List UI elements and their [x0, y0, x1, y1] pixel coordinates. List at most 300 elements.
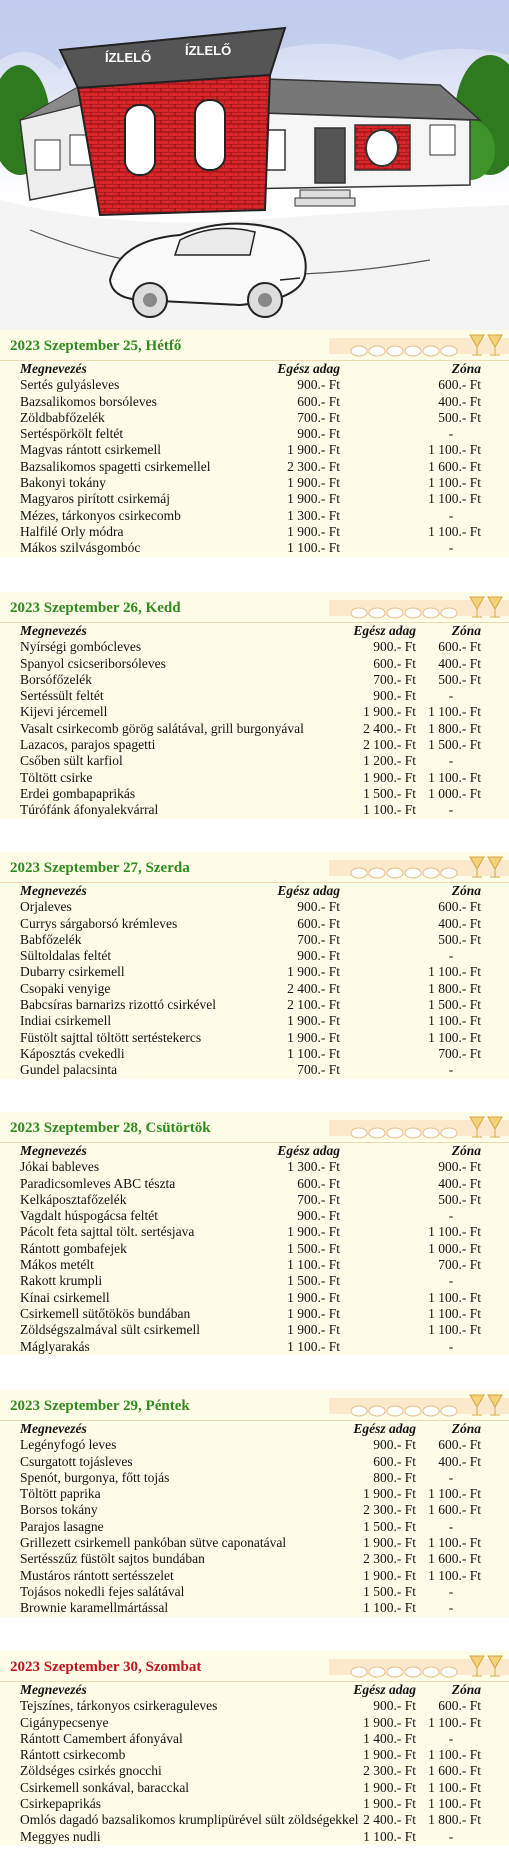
dish-name: Grillezett csirkemell pankóban sütve caponatával — [20, 1535, 287, 1551]
menu-item-row — [0, 491, 509, 507]
zone-price: - — [448, 540, 454, 556]
zone-price: 400.- Ft — [438, 655, 481, 671]
full-portion-price: 800.- Ft — [373, 1469, 416, 1485]
zone-price: 1 600.- Ft — [428, 1502, 481, 1518]
zone-price: 1 100.- Ft — [428, 1305, 481, 1321]
menu-item-row — [0, 656, 509, 672]
day-section — [0, 1390, 509, 1617]
menu-item-row — [0, 1192, 509, 1208]
full-portion-price: 600.- Ft — [297, 915, 340, 931]
dish-name: Csirkemell sonkával, baracckal — [20, 1779, 190, 1795]
dish-name: Borsófőzelék — [20, 671, 92, 687]
zone-price: - — [448, 1600, 454, 1616]
day-section — [0, 330, 509, 557]
column-header-name: Megnevezés — [20, 361, 87, 376]
menu-item-row — [0, 802, 509, 818]
menu-item-row — [0, 899, 509, 915]
zone-price: 1 100.- Ft — [428, 704, 481, 720]
full-portion-price: 2 300.- Ft — [363, 1551, 416, 1567]
dish-name: Legényfogó leves — [20, 1437, 117, 1453]
menu-table — [0, 623, 509, 819]
dish-name: Mákos metélt — [20, 1257, 94, 1273]
column-header-zone: Zóna — [451, 1421, 481, 1436]
plate-icon — [405, 346, 421, 356]
dish-name: Nyírségi gombócleves — [20, 639, 142, 655]
zone-price: - — [448, 1062, 454, 1078]
dish-name: Töltött paprika — [20, 1486, 101, 1502]
dish-name: Vagdalt húspogácsa feltét — [20, 1208, 158, 1224]
dish-name: Jókai bableves — [20, 1159, 100, 1175]
plate-icon — [351, 1667, 367, 1677]
day-header — [0, 852, 509, 883]
full-portion-price: 1 900.- Ft — [287, 475, 340, 491]
plate-icon — [369, 1128, 385, 1138]
dish-name: Csirkepaprikás — [20, 1796, 101, 1812]
column-header-name: Megnevezés — [20, 623, 87, 638]
menu-item-row — [0, 442, 509, 458]
full-portion-price: 1 900.- Ft — [287, 442, 340, 458]
plate-icon — [405, 608, 421, 618]
full-portion-price: 900.- Ft — [373, 639, 416, 655]
sign-right-text: ÍZLELŐ — [185, 43, 232, 58]
full-portion-price: 1 900.- Ft — [363, 1486, 416, 1502]
dish-name: Mustáros rántott sertésszelet — [20, 1567, 174, 1583]
plates-glasses-decoration — [329, 852, 509, 882]
menu-item-row — [0, 688, 509, 704]
day-title: 2023 Szeptember 28, Csütörtök — [10, 1120, 211, 1136]
full-portion-price: 1 100.- Ft — [287, 1045, 340, 1061]
menu-item-row — [0, 1322, 509, 1338]
menu-item-row — [0, 475, 509, 491]
plate-icon — [423, 608, 439, 618]
day-header — [0, 1651, 509, 1682]
zone-price: 1 800.- Ft — [428, 1812, 481, 1828]
menu-item-row — [0, 1519, 509, 1535]
day-header — [0, 592, 509, 623]
zone-price: 1 600.- Ft — [428, 1551, 481, 1567]
dish-name: Kínai csirkemell — [20, 1289, 110, 1305]
dish-name: Dubarry csirkemell — [20, 964, 125, 980]
full-portion-price: 1 500.- Ft — [363, 1518, 416, 1534]
menu-table — [0, 1143, 509, 1355]
full-portion-price: 2 400.- Ft — [363, 1812, 416, 1828]
full-portion-price: 900.- Ft — [373, 1437, 416, 1453]
dish-name: Tojásos nokedli fejes salátával — [20, 1583, 185, 1599]
plate-icon — [351, 868, 367, 878]
plate-icon — [387, 608, 403, 618]
full-portion-price: 900.- Ft — [373, 1698, 416, 1714]
menu-item-row — [0, 394, 509, 410]
full-portion-price: 1 900.- Ft — [363, 769, 416, 785]
menu-table — [0, 361, 509, 557]
plate-icon — [351, 346, 367, 356]
full-portion-price: 900.- Ft — [297, 1208, 340, 1224]
full-portion-price: 600.- Ft — [373, 1453, 416, 1469]
dish-name: Parajos lasagne — [20, 1518, 104, 1534]
full-portion-price: 900.- Ft — [297, 377, 340, 393]
menu-item-row — [0, 1224, 509, 1240]
menu-item-row — [0, 1176, 509, 1192]
menu-item-row — [0, 721, 509, 737]
zone-price: 1 000.- Ft — [428, 785, 481, 801]
day-header — [0, 1112, 509, 1143]
zone-price: 1 100.- Ft — [428, 1322, 481, 1338]
dish-name: Babfőzelék — [20, 931, 82, 947]
full-portion-price: 1 900.- Ft — [287, 1305, 340, 1321]
plate-icon — [441, 1667, 457, 1677]
zone-price: 1 100.- Ft — [428, 1747, 481, 1763]
zone-price: 1 100.- Ft — [428, 1029, 481, 1045]
column-header-zone: Zóna — [451, 883, 481, 898]
zone-price: - — [448, 1730, 454, 1746]
column-header-name: Megnevezés — [20, 1143, 87, 1158]
dish-name: Omlós dagadó bazsalikomos krumplipürével sült zöldségekkel — [20, 1812, 359, 1828]
full-portion-price: 2 100.- Ft — [287, 997, 340, 1013]
zone-price: 1 100.- Ft — [428, 1779, 481, 1795]
full-portion-price: 600.- Ft — [373, 655, 416, 671]
full-portion-price: 1 100.- Ft — [363, 802, 416, 818]
zone-price: 1 500.- Ft — [428, 737, 481, 753]
dish-name: Máglyarakás — [20, 1338, 90, 1354]
zone-price: - — [448, 1583, 454, 1599]
menu-item-row — [0, 1290, 509, 1306]
dish-name: Bakonyi tokány — [20, 475, 106, 491]
dish-name: Erdei gombapaprikás — [20, 785, 136, 801]
dish-name: Tejszínes, tárkonyos csirkeraguleves — [20, 1698, 218, 1714]
full-portion-price: 1 300.- Ft — [287, 507, 340, 523]
full-portion-price: 1 200.- Ft — [363, 753, 416, 769]
zone-price: 1 800.- Ft — [428, 980, 481, 996]
plate-icon — [369, 608, 385, 618]
plate-icon — [369, 1406, 385, 1416]
table-header-row — [0, 1421, 509, 1437]
full-portion-price: 2 100.- Ft — [363, 737, 416, 753]
menu-item-row — [0, 672, 509, 688]
zone-price: - — [448, 1208, 454, 1224]
plate-icon — [405, 1667, 421, 1677]
dish-name: Pácolt feta sajttal tölt. sertésjava — [20, 1224, 195, 1240]
menu-item-row — [0, 1698, 509, 1714]
menu-item-row — [0, 639, 509, 655]
full-portion-price: 1 900.- Ft — [287, 523, 340, 539]
dish-name: Gundel palacsinta — [20, 1062, 118, 1078]
menu-item-row — [0, 1437, 509, 1453]
column-header-name: Megnevezés — [20, 883, 87, 898]
zone-price: - — [448, 753, 454, 769]
menu-item-row — [0, 1600, 509, 1616]
column-header-full: Egész adag — [277, 361, 340, 376]
zone-price: 1 600.- Ft — [428, 1763, 481, 1779]
menu-item-row — [0, 1470, 509, 1486]
plate-icon — [405, 1406, 421, 1416]
zone-price: 1 100.- Ft — [428, 964, 481, 980]
zone-price: 1 100.- Ft — [428, 1567, 481, 1583]
dish-name: Brownie karamellmártással — [20, 1600, 169, 1616]
menu-item-row — [0, 916, 509, 932]
zone-price: 400.- Ft — [438, 915, 481, 931]
day-title: 2023 Szeptember 30, Szombat — [10, 1659, 202, 1675]
full-portion-price: 1 500.- Ft — [363, 785, 416, 801]
zone-price: 1 100.- Ft — [428, 1224, 481, 1240]
plate-icon — [441, 346, 457, 356]
day-title: 2023 Szeptember 29, Péntek — [10, 1398, 190, 1414]
menu-item-row — [0, 1486, 509, 1502]
zone-price: 1 100.- Ft — [428, 1486, 481, 1502]
day-title: 2023 Szeptember 27, Szerda — [10, 860, 190, 876]
menu-item-row — [0, 1535, 509, 1551]
menu-item-row — [0, 524, 509, 540]
zone-price: 1 100.- Ft — [428, 769, 481, 785]
zone-price: 1 100.- Ft — [428, 442, 481, 458]
menu-item-row — [0, 997, 509, 1013]
full-portion-price: 700.- Ft — [297, 931, 340, 947]
menu-item-row — [0, 1502, 509, 1518]
dish-name: Lazacos, parajos spagetti — [20, 737, 156, 753]
menu-item-row — [0, 1241, 509, 1257]
dish-name: Rántott Camembert áfonyával — [20, 1730, 183, 1746]
plate-icon — [441, 1406, 457, 1416]
plate-icon — [423, 868, 439, 878]
menu-item-row — [0, 932, 509, 948]
dish-name: Zöldségszalmával sült csirkemell — [20, 1322, 200, 1338]
table-header-row — [0, 1143, 509, 1159]
dish-name: Kelkáposztafőzelék — [20, 1191, 127, 1207]
menu-item-row — [0, 1584, 509, 1600]
sign-left-text: ÍZLELŐ — [105, 50, 152, 65]
menu-table — [0, 1421, 509, 1617]
full-portion-price: 700.- Ft — [373, 671, 416, 687]
dish-name: Meggyes nudli — [20, 1828, 101, 1844]
dish-name: Magvas rántott csirkemell — [20, 442, 161, 458]
zone-price: - — [448, 1828, 454, 1844]
menu-item-row — [0, 1551, 509, 1567]
plate-icon — [405, 1128, 421, 1138]
zone-price: 400.- Ft — [438, 1453, 481, 1469]
full-portion-price: 900.- Ft — [373, 688, 416, 704]
zone-price: 400.- Ft — [438, 393, 481, 409]
zone-price: 1 600.- Ft — [428, 458, 481, 474]
full-portion-price: 600.- Ft — [297, 393, 340, 409]
dish-name: Paradicsomleves ABC tészta — [20, 1175, 176, 1191]
menu-item-row — [0, 964, 509, 980]
dish-name: Füstölt sajttal töltött sertéstekercs — [20, 1029, 202, 1045]
menu-item-row — [0, 704, 509, 720]
dish-name: Borsos tokány — [20, 1502, 98, 1518]
full-portion-price: 1 900.- Ft — [287, 964, 340, 980]
dish-name: Kijevi jércemell — [20, 704, 108, 720]
plates-glasses-decoration — [329, 592, 509, 622]
full-portion-price: 1 900.- Ft — [363, 1535, 416, 1551]
table-header-row — [0, 1682, 509, 1698]
full-portion-price: 1 900.- Ft — [363, 1796, 416, 1812]
dish-name: Cigánypecsenye — [20, 1714, 109, 1730]
full-portion-price: 600.- Ft — [297, 1175, 340, 1191]
dish-name: Csurgatott tojásleves — [20, 1453, 133, 1469]
dish-name: Sertésszűz füstölt sajtos bundában — [20, 1551, 205, 1567]
plate-icon — [387, 346, 403, 356]
full-portion-price: 700.- Ft — [297, 1191, 340, 1207]
full-portion-price: 1 900.- Ft — [287, 1322, 340, 1338]
dish-name: Bazsalikomos borsóleves — [20, 393, 157, 409]
menu-item-row — [0, 1568, 509, 1584]
day-section — [0, 592, 509, 819]
zone-price: 700.- Ft — [438, 1257, 481, 1273]
zone-price: 1 800.- Ft — [428, 720, 481, 736]
column-header-zone: Zóna — [451, 1682, 481, 1697]
full-portion-price: 1 900.- Ft — [363, 1747, 416, 1763]
day-section — [0, 852, 509, 1079]
column-header-name: Megnevezés — [20, 1682, 87, 1697]
column-header-name: Megnevezés — [20, 1421, 87, 1436]
day-section — [0, 1112, 509, 1355]
menu-item-row — [0, 1273, 509, 1289]
menu-table — [0, 1682, 509, 1845]
table-header-row — [0, 361, 509, 377]
full-portion-price: 1 900.- Ft — [363, 1567, 416, 1583]
zone-price: 600.- Ft — [438, 1437, 481, 1453]
zone-price: 1 100.- Ft — [428, 1289, 481, 1305]
day-title: 2023 Szeptember 26, Kedd — [10, 600, 181, 616]
menu-item-row — [0, 1747, 509, 1763]
dish-name: Zöldséges csirkés gnocchi — [20, 1763, 162, 1779]
zone-price: 600.- Ft — [438, 899, 481, 915]
zone-price: - — [448, 948, 454, 964]
menu-item-row — [0, 1062, 509, 1078]
zone-price: - — [448, 1338, 454, 1354]
full-portion-price: 1 100.- Ft — [287, 1338, 340, 1354]
column-header-full: Egész adag — [353, 1421, 416, 1436]
menu-item-row — [0, 1812, 509, 1828]
dish-name: Túrófánk áfonyalekvárral — [20, 802, 159, 818]
full-portion-price: 900.- Ft — [297, 426, 340, 442]
dish-name: Magyaros pirított csirkemáj — [20, 491, 170, 507]
full-portion-price: 1 500.- Ft — [363, 1583, 416, 1599]
zone-price: 1 500.- Ft — [428, 997, 481, 1013]
full-portion-price: 2 300.- Ft — [363, 1763, 416, 1779]
table-header-row — [0, 883, 509, 899]
menu-item-row — [0, 770, 509, 786]
dish-name: Babcsíras barnarizs rizottó csirkével — [20, 997, 217, 1013]
column-header-full: Egész adag — [277, 1143, 340, 1158]
zone-price: 1 100.- Ft — [428, 475, 481, 491]
full-portion-price: 2 300.- Ft — [287, 458, 340, 474]
full-portion-price: 700.- Ft — [297, 1062, 340, 1078]
menu-item-row — [0, 1159, 509, 1175]
dish-name: Indiai csirkemell — [20, 1013, 112, 1029]
menu-item-row — [0, 1208, 509, 1224]
menu-item-row — [0, 540, 509, 556]
full-portion-price: 700.- Ft — [297, 409, 340, 425]
full-portion-price: 1 300.- Ft — [287, 1159, 340, 1175]
plate-icon — [423, 1406, 439, 1416]
dish-name: Sertéspörkölt feltét — [20, 426, 124, 442]
full-portion-price: 1 900.- Ft — [287, 1029, 340, 1045]
plate-icon — [423, 1667, 439, 1677]
dish-name: Mézes, tárkonyos csirkecomb — [20, 507, 181, 523]
menu-item-row — [0, 1454, 509, 1470]
dish-name: Sültoldalas feltét — [20, 948, 112, 964]
plate-icon — [441, 608, 457, 618]
dish-name: Zöldbabfőzelék — [20, 409, 105, 425]
menu-item-row — [0, 1715, 509, 1731]
full-portion-price: 1 400.- Ft — [363, 1730, 416, 1746]
plates-glasses-decoration — [329, 1390, 509, 1420]
dish-name: Halfilé Orly módra — [20, 523, 124, 539]
menu-table — [0, 883, 509, 1079]
plate-icon — [405, 868, 421, 878]
column-header-full: Egész adag — [277, 883, 340, 898]
plate-icon — [423, 1128, 439, 1138]
menu-item-row — [0, 1796, 509, 1812]
menu-item-row — [0, 1339, 509, 1355]
zone-price: 600.- Ft — [438, 1698, 481, 1714]
menu-item-row — [0, 410, 509, 426]
zone-price: 1 100.- Ft — [428, 523, 481, 539]
table-header-row — [0, 623, 509, 639]
dish-name: Spanyol csicseriborsóleves — [20, 655, 166, 671]
zone-price: 600.- Ft — [438, 639, 481, 655]
menu-item-row — [0, 1013, 509, 1029]
menu-item-row — [0, 1030, 509, 1046]
full-portion-price: 1 100.- Ft — [287, 1257, 340, 1273]
zone-price: - — [448, 1273, 454, 1289]
full-portion-price: 1 500.- Ft — [287, 1273, 340, 1289]
dish-name: Bazsalikomos spagetti csirkemellel — [20, 458, 211, 474]
zone-price: 1 100.- Ft — [428, 1535, 481, 1551]
zone-price: 500.- Ft — [438, 1191, 481, 1207]
full-portion-price: 1 500.- Ft — [287, 1240, 340, 1256]
plates-glasses-decoration — [329, 1112, 509, 1142]
menu-item-row — [0, 426, 509, 442]
zone-price: - — [448, 1518, 454, 1534]
dish-name: Orjaleves — [20, 899, 72, 915]
full-portion-price: 1 100.- Ft — [363, 1828, 416, 1844]
day-header — [0, 1390, 509, 1421]
dish-name: Rántott csirkecomb — [20, 1747, 126, 1763]
zone-price: 1 100.- Ft — [428, 1714, 481, 1730]
full-portion-price: 1 900.- Ft — [287, 1013, 340, 1029]
dish-name: Csőben sült karfiol — [20, 753, 123, 769]
full-portion-price: 1 900.- Ft — [363, 704, 416, 720]
full-portion-price: 1 900.- Ft — [287, 491, 340, 507]
plate-icon — [423, 346, 439, 356]
dish-name: Csirkemell sütőtökös bundában — [20, 1305, 191, 1321]
menu-item-row — [0, 508, 509, 524]
plate-icon — [387, 868, 403, 878]
plate-icon — [351, 1128, 367, 1138]
restaurant-illustration — [0, 0, 509, 330]
column-header-full: Egész adag — [353, 1682, 416, 1697]
zone-price: 600.- Ft — [438, 377, 481, 393]
dish-name: Sertéssült feltét — [20, 688, 104, 704]
dish-name: Sertés gulyásleves — [20, 377, 120, 393]
dish-name: Rakott krumpli — [20, 1273, 103, 1289]
full-portion-price: 1 100.- Ft — [363, 1600, 416, 1616]
menu-item-row — [0, 1306, 509, 1322]
full-portion-price: 900.- Ft — [297, 899, 340, 915]
dish-name: Töltött csirke — [20, 769, 93, 785]
dish-name: Currys sárgaborsó krémleves — [20, 915, 178, 931]
plate-icon — [351, 608, 367, 618]
full-portion-price: 1 900.- Ft — [363, 1714, 416, 1730]
zone-price: 400.- Ft — [438, 1175, 481, 1191]
column-header-zone: Zóna — [451, 1143, 481, 1158]
day-header — [0, 330, 509, 361]
plate-icon — [351, 1406, 367, 1416]
menu-item-row — [0, 753, 509, 769]
menu-item-row — [0, 377, 509, 393]
full-portion-price: 1 900.- Ft — [287, 1224, 340, 1240]
